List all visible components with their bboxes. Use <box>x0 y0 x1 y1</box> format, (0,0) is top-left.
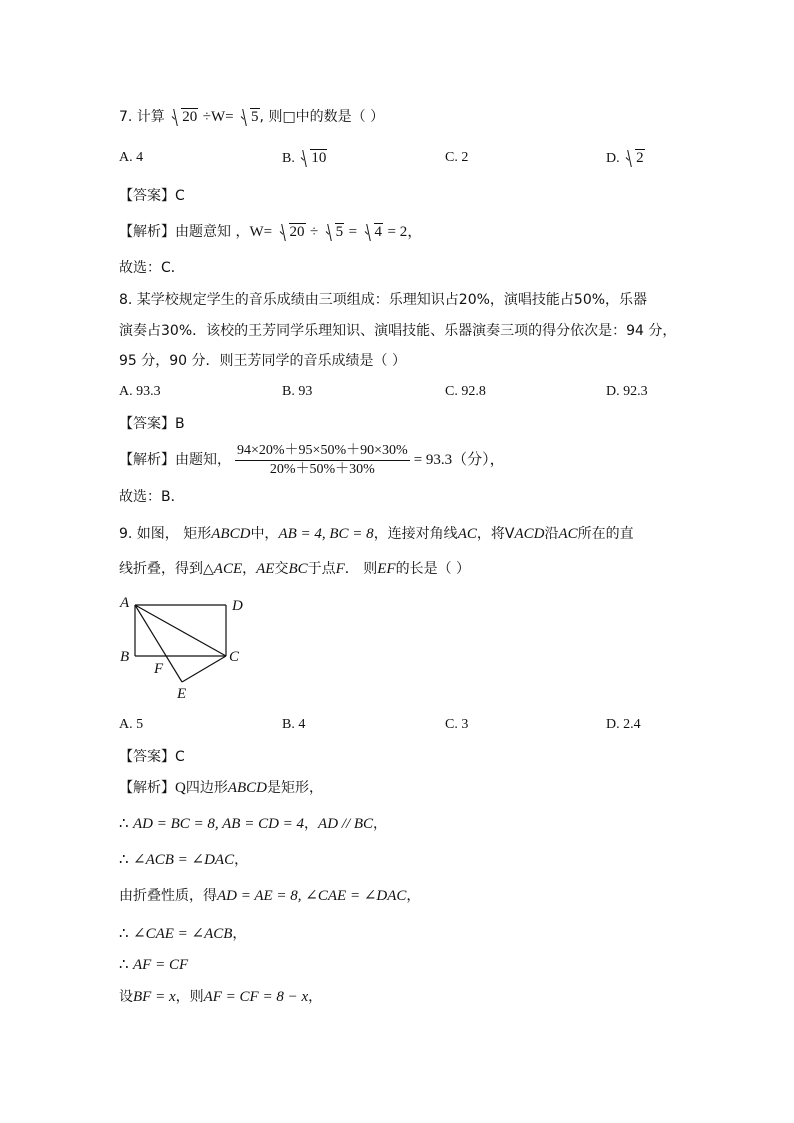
q9-s1-tail: 是矩形， <box>267 780 324 796</box>
q9-l1-f: 所在的直 <box>577 526 634 542</box>
q9-l1-b: 中， <box>250 526 279 542</box>
q7-option-a: A. 4 <box>119 150 144 165</box>
q9-solution-line-2 <box>119 814 387 834</box>
q9-solution-line-5 <box>119 924 246 944</box>
q9-l1-ac: AC <box>457 526 477 542</box>
q7-option-b <box>282 148 327 169</box>
diagonal-ac <box>135 605 226 656</box>
q8-option-a: A. 93.3 <box>119 384 161 399</box>
q7-stem-prefix: 7. 计算 <box>119 109 165 125</box>
q9-option-b: B. 4 <box>282 717 306 732</box>
q9-l1-acd: ACD <box>514 526 545 542</box>
label-a: A <box>120 595 130 611</box>
q9-s4-tail: ， <box>406 888 421 904</box>
q8-option-c: C. 92.8 <box>445 384 486 399</box>
q8-analysis <box>119 440 505 480</box>
q9-l2-ace: ACE <box>213 561 243 577</box>
q9-l1-ac2: AC <box>558 526 578 542</box>
sqrt-20-analysis-radicand: 20 <box>289 224 305 240</box>
q8-stem-line-1: 8. 某学校规定学生的音乐成绩由三项组成：乐理知识占20%，演唱技能占50%，乐器 <box>119 292 648 308</box>
unknown-box: W <box>210 109 226 125</box>
sqrt-5-radicand: 5 <box>251 109 259 125</box>
therefore-symbol: ∴ <box>119 957 129 973</box>
q9-s1-prefix: 【解析】 <box>119 780 175 796</box>
q8-stem-line-3: 95 分，90 分．则王芳同学的音乐成绩是（ ） <box>119 353 406 369</box>
sqrt-4-analysis-radicand: 4 <box>374 224 383 240</box>
label-c: C <box>229 649 240 665</box>
q8-conclusion: 故选：B． <box>119 489 185 505</box>
sqrt-20-analysis <box>280 222 306 242</box>
q9-l2-f: F <box>335 561 345 577</box>
segment-ec <box>182 656 226 682</box>
analysis-equals: = <box>348 224 358 240</box>
sqrt-10-radicand: 10 <box>311 150 327 166</box>
sqrt-5 <box>241 107 260 127</box>
q9-l1-a: 9. 如图， 矩形 <box>119 526 212 542</box>
q9-s7-prefix: 设 <box>119 989 133 1005</box>
q9-s3-expr: ∠ACB = ∠DAC <box>133 852 235 868</box>
q7-option-c: C. 2 <box>445 150 469 165</box>
q7-option-b-label: B. <box>282 151 295 166</box>
q9-s1-text: 四边形 <box>185 780 228 796</box>
q7-option-d <box>606 148 645 169</box>
q8-analysis-tail: = 93.3（分）， <box>413 452 505 468</box>
q7-option-d-label: D. <box>606 151 620 166</box>
label-b: B <box>120 649 130 665</box>
q9-solution-line-6 <box>119 955 188 975</box>
q9-s4-expr: AD = AE = 8, ∠CAE = ∠DAC <box>217 888 407 904</box>
q9-l2-d: 于点 <box>307 561 336 577</box>
q9-l2-bc: BC <box>288 561 308 577</box>
q8-option-d: D. 92.3 <box>606 384 648 399</box>
q9-s2-tail: ， <box>373 816 388 832</box>
q8-fraction <box>235 442 410 479</box>
sqrt-20-radicand: 20 <box>182 109 198 125</box>
q7-stem <box>119 107 384 127</box>
q9-s7-tail: ， <box>308 989 323 1005</box>
analysis-div-sign: ÷ <box>309 224 319 240</box>
q9-l2-g: 的长是（ ） <box>395 561 471 577</box>
label-e: E <box>177 686 187 702</box>
sqrt-2-radicand: 2 <box>636 150 644 166</box>
q9-s5-expr: ∠CAE = ∠ACB <box>133 926 233 942</box>
q9-l2-ae: AE <box>256 561 275 577</box>
q9-l1-c: ，连接对角线 <box>373 526 458 542</box>
sqrt-2 <box>626 148 645 169</box>
label-f: F <box>154 661 164 677</box>
sqrt-4-analysis <box>365 222 384 242</box>
therefore-symbol: ∴ <box>119 816 129 832</box>
q9-l1-e: 沿 <box>544 526 559 542</box>
q8-option-b: B. 93 <box>282 384 313 399</box>
rectangle-fold-figure <box>116 592 256 704</box>
q9-l1-d: ，将V <box>476 526 515 542</box>
q9-stem-line-2 <box>119 559 470 579</box>
q9-l2-ef: EF <box>377 561 396 577</box>
therefore-symbol: ∴ <box>119 926 129 942</box>
q9-s7-expr: AF = CF = 8 − x <box>203 989 309 1005</box>
q9-solution-line-4 <box>119 886 420 906</box>
q9-s3-tail: ， <box>234 852 249 868</box>
sqrt-5-analysis <box>326 222 345 242</box>
q9-solution-line-7 <box>119 987 322 1007</box>
q9-option-d: D. 2.4 <box>606 717 641 732</box>
q9-l2-e: ． 则 <box>344 561 378 577</box>
q7-analysis-box: W= <box>249 224 273 240</box>
q8-analysis-prefix: 【解析】由题知， <box>119 452 231 468</box>
q9-option-a: A. 5 <box>119 717 144 732</box>
q7-analysis <box>119 222 422 242</box>
q8-fraction-denominator: 20%＋50%＋30% <box>269 461 375 477</box>
q9-s2-parallel: AD // BC <box>318 816 374 832</box>
sqrt-20 <box>172 107 198 127</box>
q7-analysis-prefix: 【解析】由题意知 ， <box>119 224 250 240</box>
q8-answer: 【答案】B <box>119 416 185 432</box>
therefore-symbol: ∴ <box>119 852 129 868</box>
q9-l2-a: 线折叠，得到△ <box>119 561 214 577</box>
q9-answer: 【答案】C <box>119 749 185 765</box>
q9-s2-mid: ， <box>304 816 319 832</box>
q9-l1-abcd: ABCD <box>211 526 251 542</box>
equals-sign: = <box>225 109 234 125</box>
q8-stem-line-2: 演奏占30%．该校的王芳同学乐理知识、演唱技能、乐器演奏三项的得分依次是：94 分， <box>119 323 677 339</box>
q9-s7-bf: BF = x <box>133 989 176 1005</box>
sqrt-10 <box>301 148 327 169</box>
q9-s5-tail: ， <box>232 926 247 942</box>
q9-l2-c: 交 <box>274 561 289 577</box>
q9-s6-expr: AF = CF <box>133 957 189 973</box>
q9-s1-abcd: ABCD <box>227 780 268 796</box>
q9-l1-cond: AB = 4, BC = 8 <box>278 526 374 542</box>
q9-option-c: C. 3 <box>445 717 469 732</box>
q9-solution-line-3 <box>119 850 248 870</box>
q7-answer: 【答案】C <box>119 188 185 204</box>
q8-fraction-numerator: 94×20%＋95×50%＋90×30% <box>235 442 410 461</box>
q9-s2-expr: AD = BC = 8, AB = CD = 4 <box>133 816 305 832</box>
q7-conclusion: 故选：C． <box>119 260 185 276</box>
div-sign: ÷ <box>202 109 211 125</box>
q9-solution-line-1 <box>119 778 323 798</box>
q9-s7-mid: ，则 <box>175 989 204 1005</box>
q9-stem-line-1 <box>119 524 634 544</box>
q9-s1-q: Q <box>175 780 186 796</box>
q7-stem-suffix: , 则□中的数是（ ） <box>259 109 385 125</box>
q7-analysis-tail: = 2， <box>387 224 423 240</box>
label-d: D <box>232 598 243 614</box>
q9-s4-prefix: 由折叠性质，得 <box>119 888 217 904</box>
sqrt-5-analysis-radicand: 5 <box>335 224 344 240</box>
q9-l2-b: ， <box>242 561 257 577</box>
